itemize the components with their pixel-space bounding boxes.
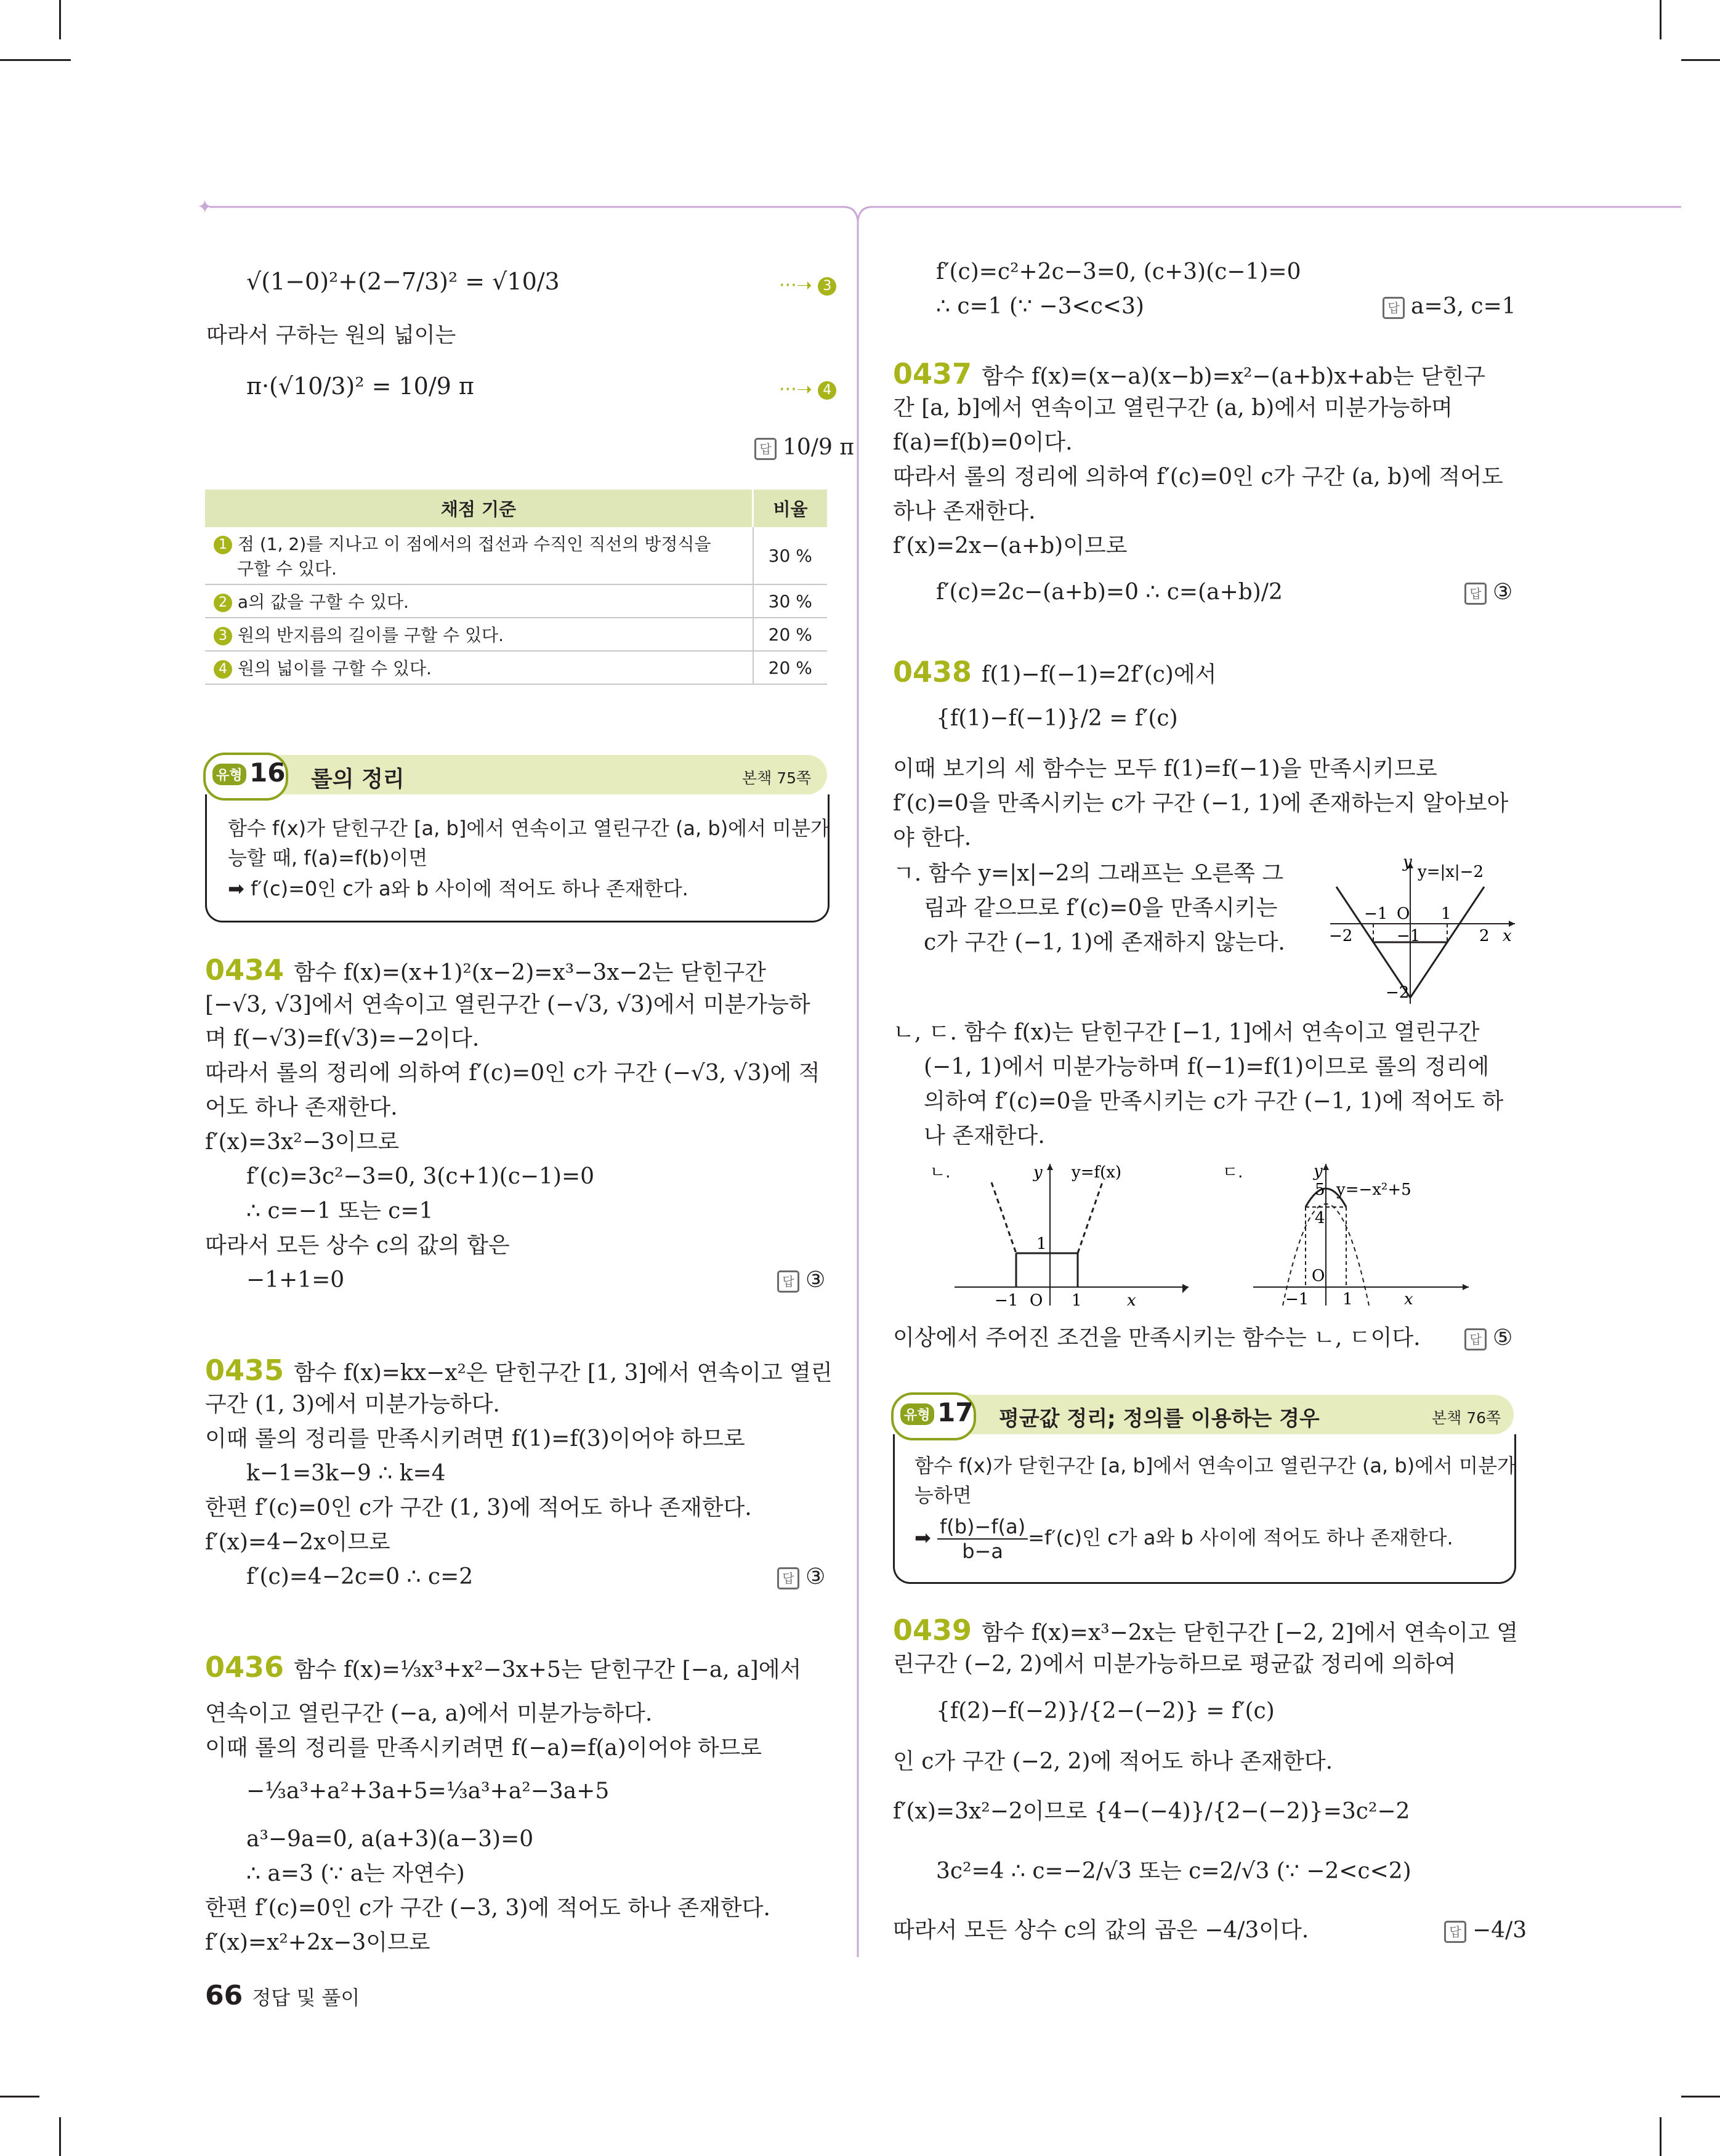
graph1-y-tick: −2 — [1386, 983, 1410, 1002]
type16-line3: ➡ f′(c)=0인 c가 a와 b 사이에 적어도 하나 존재한다. — [228, 877, 688, 900]
cont-line: f′(c)=c²+2c−3=0, (c+3)(c−1)=0 — [936, 259, 1301, 285]
type17-line2: 능하면 — [915, 1484, 972, 1507]
page-number: 66 — [205, 1980, 243, 2011]
type16-badge-label: 유형 — [212, 764, 246, 785]
problem-0434-line: 며 f(−√3)=f(√3)=−2이다. — [205, 1026, 480, 1051]
problem-0437-line: 따라서 롤의 정리에 의하여 f′(c)=0인 c가 구간 (a, b)에 적어도 — [893, 464, 1503, 490]
problem-0435-line: 한편 f′(c)=0인 c가 구간 (1, 3)에 적어도 하나 존재한다. — [205, 1495, 752, 1520]
answer-icon: 답 — [1464, 1328, 1487, 1351]
problem-0439-line: 따라서 모든 상수 c의 값의 곱은 −4/3이다. — [893, 1918, 1309, 1943]
table-row: 3 원의 반지름의 길이를 구할 수 있다. 20 % — [205, 618, 827, 651]
answer-0437: 답 ③ — [1464, 576, 1512, 609]
graph1-tick: O — [1397, 905, 1410, 923]
problem-0434: 0434 함수 f(x)=(x+1)²(x−2)=x³−3x−2는 닫힌구간 — [205, 953, 766, 987]
answer-0434: 답 ③ — [777, 1264, 825, 1297]
answer-0439: 답 −4/3 — [1444, 1914, 1527, 1947]
problem-0438-line: 이상에서 주어진 조건을 만족시키는 함수는 ㄴ, ㄷ이다. — [893, 1325, 1421, 1351]
step-marker: ···➝ 3 — [779, 275, 836, 296]
answer-icon: 답 — [1383, 297, 1405, 319]
problem-0436-line: 이때 롤의 정리를 만족시키려면 f(−a)=f(a)이어야 하므로 — [205, 1735, 762, 1761]
problem-0438-line: 이때 보기의 세 함수는 모두 f(1)=f(−1)을 만족시키므로 — [893, 756, 1437, 781]
problem-0438: 0438 f(1)−f(−1)=2f′(c)에서 — [893, 655, 1217, 688]
table-row: 4 원의 넓이를 구할 수 있다. 20 % — [205, 651, 827, 684]
graph2-axis-x: x — [1127, 1291, 1136, 1310]
graph2-label: y=f(x) — [1072, 1163, 1122, 1182]
graph2-tick: 1 — [1072, 1291, 1082, 1310]
graph-f-of-x — [924, 1158, 1189, 1312]
problem-0438-line: 나 존재한다. — [924, 1123, 1045, 1149]
problem-0439-line: 린구간 (−2, 2)에서 미분가능하므로 평균값 정리에 의하여 — [893, 1652, 1456, 1677]
crop-mark — [1660, 0, 1661, 39]
problem-0439-line: 3c²=4 ∴ c=−2/√3 또는 c=2/√3 (∵ −2<c<2) — [936, 1859, 1411, 1884]
graph3-tag: ㄷ. — [1222, 1163, 1243, 1182]
problem-0434-line: 따라서 모든 상수 c의 값의 합은 — [205, 1233, 510, 1258]
problem-0435-line: f′(c)=4−2c=0 ∴ c=2 — [246, 1564, 474, 1589]
crop-mark — [0, 59, 71, 61]
answer-icon: 답 — [777, 1270, 799, 1293]
problem-0439-line: {f(2)−f(−2)}/{2−(−2)} = f′(c) — [936, 1698, 1275, 1724]
problem-number: 0435 — [205, 1354, 285, 1387]
graph1-tick: −1 — [1364, 905, 1388, 923]
table-row: 1 점 (1, 2)를 지나고 이 점에서의 접선과 수직인 직선의 방정식을 구할 수 있다. 30 % — [205, 527, 827, 584]
type17-line1: 함수 f(x)가 닫힌구간 [a, b]에서 연속이고 열린구간 (a, b)에서 미분가 — [915, 1454, 1516, 1477]
problem-0438-line: f′(c)=0을 만족시키는 c가 구간 (−1, 1)에 존재하는지 알아보아 — [893, 791, 1509, 816]
problem-0436-line: 연속이고 열린구간 (−a, a)에서 미분가능하다. — [205, 1701, 653, 1726]
answer-icon: 답 — [1464, 583, 1487, 605]
problem-0435-line: k−1=3k−9 ∴ k=4 — [246, 1461, 446, 1486]
graph3-y-tick: 4 — [1315, 1209, 1325, 1227]
type17-ref: 본책 76쪽 — [1432, 1409, 1501, 1427]
problem-0435-line: 이때 롤의 정리를 만족시키려면 f(1)=f(3)이어야 하므로 — [205, 1426, 745, 1451]
problem-0438-line: c가 구간 (−1, 1)에 존재하지 않는다. — [924, 930, 1285, 955]
problem-0437-line: 하나 존재한다. — [893, 499, 1036, 524]
type17-title: 평균값 정리; 정의를 이용하는 경우 — [999, 1407, 1320, 1431]
problem-0437-line: 간 [a, b]에서 연속이고 열린구간 (a, b)에서 미분가능하며 — [893, 395, 1453, 421]
graph1-label: y=|x|−2 — [1418, 863, 1484, 881]
answer-icon: 답 — [777, 1567, 799, 1589]
graph3-axis-x: x — [1404, 1290, 1413, 1309]
problem-0436-line: f′(x)=x²+2x−3이므로 — [205, 1930, 430, 1955]
problem-0438-line: (−1, 1)에서 미분가능하며 f(−1)=f(1)이므로 롤의 정리에 — [924, 1054, 1490, 1080]
grading-table — [205, 490, 827, 685]
answer-0435: 답 ③ — [777, 1560, 825, 1594]
crop-mark — [59, 0, 61, 39]
problem-0437-line: f′(x)=2x−(a+b)이므로 — [893, 533, 1128, 559]
equation-distance: √(1−0)²+(2−7/3)² = √10/3 — [246, 268, 560, 295]
problem-0439: 0439 함수 f(x)=x³−2x는 닫힌구간 [−2, 2]에서 연속이고 열 — [893, 1613, 1519, 1647]
problem-0435-line: 구간 (1, 3)에서 미분가능하다. — [205, 1392, 500, 1417]
graph2-y-tick: 1 — [1036, 1235, 1047, 1253]
problem-0434-line: f′(c)=3c²−3=0, 3(c+1)(c−1)=0 — [246, 1164, 595, 1189]
type16-line2: 능할 때, f(a)=f(b)이면 — [228, 846, 428, 870]
problem-0436: 0436 함수 f(x)=⅓x³+x²−3x+5는 닫힌구간 [−a, a]에서 — [205, 1650, 802, 1684]
problem-0438-line: ㄴ, ㄷ. 함수 f(x)는 닫힌구간 [−1, 1]에서 연속이고 열린구간 — [893, 1020, 1480, 1045]
footer-title: 정답 및 풀이 — [252, 1986, 360, 2009]
problem-0436-line: a³−9a=0, a(a+3)(a−3)=0 — [246, 1827, 534, 1852]
problem-number: 0434 — [205, 953, 285, 987]
answer-0436: 답 a=3, c=1 — [1383, 290, 1516, 323]
problem-number: 0438 — [893, 655, 972, 688]
type17-badge-number: 17 — [937, 1397, 974, 1427]
step-marker: ···➝ 4 — [779, 379, 836, 400]
graph2-tick: −1 — [995, 1291, 1019, 1310]
problem-0436-line: 한편 f′(c)=0인 c가 구간 (−3, 3)에 적어도 하나 존재한다. — [205, 1896, 770, 1921]
problem-0434-line: ∴ c=−1 또는 c=1 — [246, 1198, 434, 1224]
graph3-label: y=−x²+5 — [1336, 1181, 1411, 1199]
cont-line: ∴ c=1 (∵ −3<c<3) — [936, 294, 1144, 319]
problem-number: 0436 — [205, 1650, 285, 1684]
answer-top: 답 10/9 π — [754, 431, 854, 464]
problem-0434-line: 따라서 롤의 정리에 의하여 f′(c)=0인 c가 구간 (−√3, √3)에 적 — [205, 1060, 820, 1086]
crop-mark — [1681, 59, 1720, 61]
table-row: 2 a의 값을 구할 수 있다. 30 % — [205, 584, 827, 618]
problem-0439-line: f′(x)=3x²−2이므로 {4−(−4)}/{2−(−2)}=3c²−2 — [893, 1799, 1410, 1824]
problem-0437-line: f(a)=f(b)=0이다. — [893, 430, 1073, 455]
answer-icon: 답 — [754, 438, 777, 460]
problem-0434-line: [−√3, √3]에서 연속이고 열린구간 (−√3, √3)에서 미분가능하 — [205, 992, 810, 1017]
problem-0439-line: 인 c가 구간 (−2, 2)에 적어도 하나 존재한다. — [893, 1749, 1333, 1774]
graph1-axis-y: y — [1403, 856, 1412, 871]
crop-mark — [1681, 2096, 1720, 2097]
graph3-tick: 1 — [1342, 1290, 1353, 1309]
equation-area: π·(√10/3)² = 10/9 π — [246, 373, 474, 400]
problem-0434-line: f′(x)=3x²−3이므로 — [205, 1129, 400, 1155]
problem-0438-line: 야 한다. — [893, 825, 972, 850]
answer-0438: 답 ⑤ — [1464, 1322, 1512, 1355]
problem-number: 0437 — [893, 357, 972, 390]
graph1-tick: 1 — [1441, 905, 1452, 923]
problem-0434-line: 어도 하나 존재한다. — [205, 1095, 398, 1120]
grading-header-criteria: 채점 기준 — [205, 490, 753, 527]
crop-mark — [0, 2096, 39, 2097]
text-area-intro: 따라서 구하는 원의 넓이는 — [206, 323, 456, 348]
graph3-tick: −1 — [1285, 1290, 1309, 1309]
problem-0435-line: f′(x)=4−2x이므로 — [205, 1530, 390, 1555]
graph1-axis-x: x — [1503, 927, 1512, 945]
graph2-tag: ㄴ. — [930, 1163, 951, 1182]
crop-mark — [1660, 2117, 1661, 2156]
type16-ref: 본책 75쪽 — [742, 769, 812, 787]
problem-0436-line: −⅓a³+a²+3a+5=⅓a³+a²−3a+5 — [246, 1778, 610, 1804]
problem-0436-line: ∴ a=3 (∵ a는 자연수) — [246, 1861, 465, 1886]
problem-0435: 0435 함수 f(x)=kx−x²은 닫힌구간 [1, 3]에서 연속이고 열린 — [205, 1354, 833, 1387]
type17-badge-label: 유형 — [900, 1403, 934, 1425]
grading-header-ratio: 비율 — [753, 490, 828, 527]
graph-parabola — [1216, 1158, 1475, 1312]
problem-0438-line: 림과 같으므로 f′(c)=0을 만족시키는 — [924, 895, 1278, 921]
problem-0434-line: −1+1=0 — [246, 1267, 345, 1293]
problem-0437-line: f′(c)=2c−(a+b)=0 ∴ c=(a+b)/2 — [936, 579, 1283, 605]
graph-abs-x-minus-2 — [1324, 856, 1521, 1010]
type16-badge-number: 16 — [249, 757, 286, 788]
page-footer — [205, 1980, 360, 2011]
graph1-tick: −2 — [1329, 927, 1353, 945]
problem-0438-line: {f(1)−f(−1)}/2 = f′(c) — [936, 706, 1178, 731]
type17-line3: ➡ $\frac{f(b)-f(a)}{b-a}$ =f′(c)인 c가 a와 b 사이에 적어도 하나 존재한다. — [915, 1515, 1453, 1563]
problem-0437: 0437 함수 f(x)=(x−a)(x−b)=x²−(a+b)x+ab는 닫힌구 — [893, 357, 1485, 390]
type16-bar — [205, 755, 827, 794]
graph3-tick: O — [1312, 1267, 1325, 1285]
problem-number: 0439 — [893, 1613, 972, 1647]
graph1-tick: −1 — [1397, 927, 1421, 945]
type16-line1: 함수 f(x)가 닫힌구간 [a, b]에서 연속이고 열린구간 (a, b)에서 미분가 — [228, 817, 830, 840]
answer-icon: 답 — [1444, 1921, 1466, 1943]
problem-0438-line: ㄱ. 함수 y=|x|−2의 그래프는 오른쪽 그 — [893, 861, 1284, 886]
problem-0438-line: 의하여 f′(c)=0을 만족시키는 c가 구간 (−1, 1)에 적어도 하 — [924, 1089, 1504, 1114]
graph1-tick: 2 — [1479, 927, 1490, 945]
crop-mark — [59, 2117, 61, 2156]
graph3-axis-y: y — [1314, 1162, 1323, 1181]
graph3-y-tick: 5 — [1315, 1181, 1325, 1199]
type16-title: 롤의 정리 — [311, 767, 405, 792]
graph2-tick: O — [1030, 1291, 1043, 1310]
svg-text:✦: ✦ — [197, 196, 213, 218]
graph2-axis-y: y — [1033, 1163, 1043, 1182]
